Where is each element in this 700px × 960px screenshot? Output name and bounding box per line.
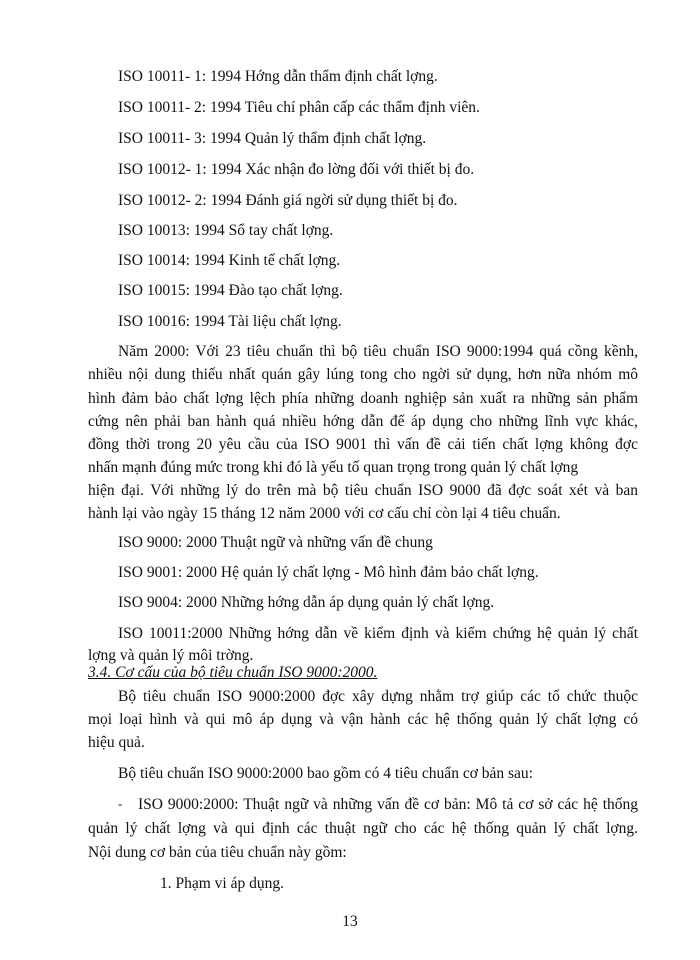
list-item: ISO 10012- 1: 1994 Xác nhận đo lờng đối với thiết bị đo. (118, 161, 475, 178)
paragraph-line: Bộ tiêu chuẩn ISO 9000:2000 bao gồm có 4 tiêu chuẩn cơ bản sau: (118, 765, 533, 782)
list-item: ISO 10014: 1994 Kinh tế chất lợng. (118, 252, 341, 269)
paragraph-line: mọi loại hình và qui mô áp dụng và vận hành các hệ thống quản lý chất lợng có (88, 711, 638, 728)
section-heading: 3.4. Cơ cấu của bộ tiêu chuẩn ISO 9000:2000. (88, 664, 378, 681)
list-item: ISO 10016: 1994 Tài liệu chất lợng. (118, 313, 342, 330)
paragraph-line: nhấn mạnh đúng mức trong khi đó là yếu tố quan trọng trong quản lý chất lợng (88, 459, 579, 476)
paragraph-line: đồng thời trong 20 yêu cầu của ISO 9001 thì vấn đề cải tiến chất lợng không đợc (88, 436, 638, 453)
paragraph-line: hiện đại. Với những lý do trên mà bộ tiêu chuẩn ISO 9000 đã đợc soát xét và ban (88, 482, 638, 499)
bullet-line: quản lý chất lợng và qui định các thuật ngữ cho các hệ thống quản lý chất lợng. (88, 820, 638, 837)
list-item: ISO 10015: 1994 Đào tạo chất lợng. (118, 282, 343, 299)
paragraph-line: nhiều nội dung thiếu nhất quán gây lúng tong cho ngời sử dụng, hơn nữa nhóm mô (88, 366, 638, 383)
paragraph-line: hành lại vào ngày 15 tháng 12 năm 2000 với cơ cấu chỉ còn lại 4 tiêu chuẩn. (88, 505, 561, 522)
paragraph-line: hình đảm bảo chất lợng lệch phía những doanh nghiệp sản xuất ra những sản phẩm (88, 390, 638, 407)
list-item: ISO 10011- 1: 1994 Hớng dẫn thẩm định chất lợng. (118, 68, 438, 85)
numbered-item: 1. Phạm vi áp dụng. (160, 875, 284, 892)
bullet-dash-icon: - (118, 796, 123, 811)
list-item: ISO 9000: 2000 Thuật ngữ và những vấn đề chung (118, 534, 433, 551)
list-item: ISO 10013: 1994 Sổ tay chất lợng. (118, 222, 334, 239)
paragraph-line: cứng nên phải ban hành quá nhiều hớng dẫn để áp dụng cho những lĩnh vực khác, (88, 413, 638, 430)
list-item: ISO 10012- 2: 1994 Đánh giá ngời sử dụng thiết bị đo. (118, 192, 458, 209)
list-item-continuation: lợng và quản lý môi trờng. (88, 647, 254, 664)
paragraph-line: Năm 2000: Với 23 tiêu chuẩn thì bộ tiêu chuẩn ISO 9000:1994 quá cồng kềnh, (118, 343, 638, 360)
list-item: ISO 9004: 2000 Những hớng dẫn áp dụng quản lý chất lợng. (118, 594, 495, 611)
paragraph-line: hiệu quả. (88, 734, 145, 751)
list-item: ISO 10011- 2: 1994 Tiêu chí phân cấp các thẩm định viên. (118, 99, 480, 116)
page-number: 13 (342, 913, 358, 930)
list-item: ISO 10011:2000 Những hớng dẫn về kiểm định và kiểm chứng hệ quản lý chất (118, 625, 638, 642)
list-item: ISO 9001: 2000 Hệ quản lý chất lợng - Mô hình đảm bảo chất lợng. (118, 564, 539, 581)
bullet-line: Nội dung cơ bản của tiêu chuẩn này gồm: (88, 844, 347, 861)
bullet-line: ISO 9000:2000: Thuật ngữ và những vấn đề cơ bản: Mô tả cơ sở các hệ thống (138, 796, 638, 813)
paragraph-line: Bộ tiêu chuẩn ISO 9000:2000 đợc xây dựng nhằm trợ giúp các tổ chức thuộc (118, 688, 638, 705)
list-item: ISO 10011- 3: 1994 Quản lý thẩm định chất lợng. (118, 130, 427, 147)
